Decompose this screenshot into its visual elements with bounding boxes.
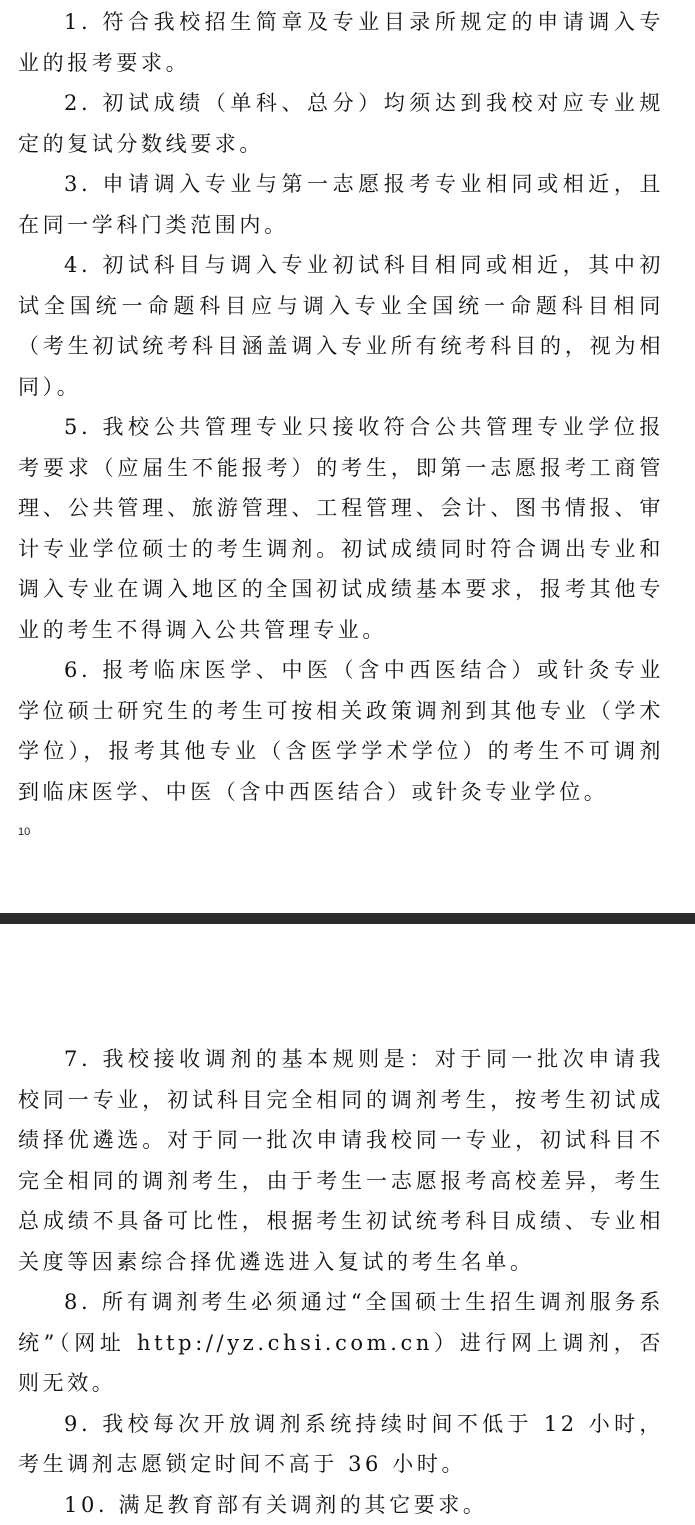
page-number: 10 [18, 826, 30, 838]
requirement-paragraph-8: 8. 所有调剂考生必须通过“全国硕士生招生调剂服务系统”（网址 http://yz.chsi.com.cn）进行网上调剂，否则无效。 [18, 1282, 664, 1404]
requirement-paragraph-10: 10. 满足教育部有关调剂的其它要求。 [18, 1485, 664, 1525]
page-divider [0, 913, 695, 924]
requirement-paragraph-7: 7. 我校接收调剂的基本规则是：对于同一批次申请我校同一专业，初试科目完全相同的调剂考生，按考生初试成绩择优遴选。对于同一批次申请我校同一专业，初试科目不完全相同的调剂考生，由于考生一志愿报考高校差异，考生总成绩不具备可比性，根据考生初试统考科目成绩、专业相关度等因素综合择优遴选进入复试的考生名单。 [18, 1039, 664, 1282]
requirement-paragraph-6: 6. 报考临床医学、中医（含中西医结合）或针灸专业学位硕士研究生的考生可按相关政策调剂到其他专业（学术学位），报考其他专业（含医学学术学位）的考生不可调剂到临床医学、中医（含中西医结合）或针灸专业学位。 [18, 650, 664, 812]
requirement-paragraph-4: 4. 初试科目与调入专业初试科目相同或相近，其中初试全国统一命题科目应与调入专业全国统一命题科目相同（考生初试统考科目涵盖调入专业所有统考科目的，视为相同）。 [18, 245, 664, 407]
page-bottom-body [18, 1039, 664, 1525]
requirement-paragraph-2: 2. 初试成绩（单科、总分）均须达到我校对应专业规定的复试分数线要求。 [18, 83, 664, 164]
requirement-paragraph-9: 9. 我校每次开放调剂系统持续时间不低于 12 小时，考生调剂志愿锁定时间不高于 36 小时。 [18, 1404, 664, 1485]
requirement-paragraph-3: 3. 申请调入专业与第一志愿报考专业相同或相近，且在同一学科门类范围内。 [18, 164, 664, 245]
page-top-body [18, 2, 664, 812]
requirement-paragraph-5: 5. 我校公共管理专业只接收符合公共管理专业学位报考要求（应届生不能报考）的考生，即第一志愿报考工商管理、公共管理、旅游管理、工程管理、会计、图书情报、审计专业学位硕士的考生调剂。初试成绩同时符合调出专业和调入专业在调入地区的全国初试成绩基本要求，报考其他专业的考生不得调入公共管理专业。 [18, 407, 664, 650]
requirement-paragraph-1: 1. 符合我校招生简章及专业目录所规定的申请调入专业的报考要求。 [18, 2, 664, 83]
document-page-bottom [0, 924, 695, 1492]
